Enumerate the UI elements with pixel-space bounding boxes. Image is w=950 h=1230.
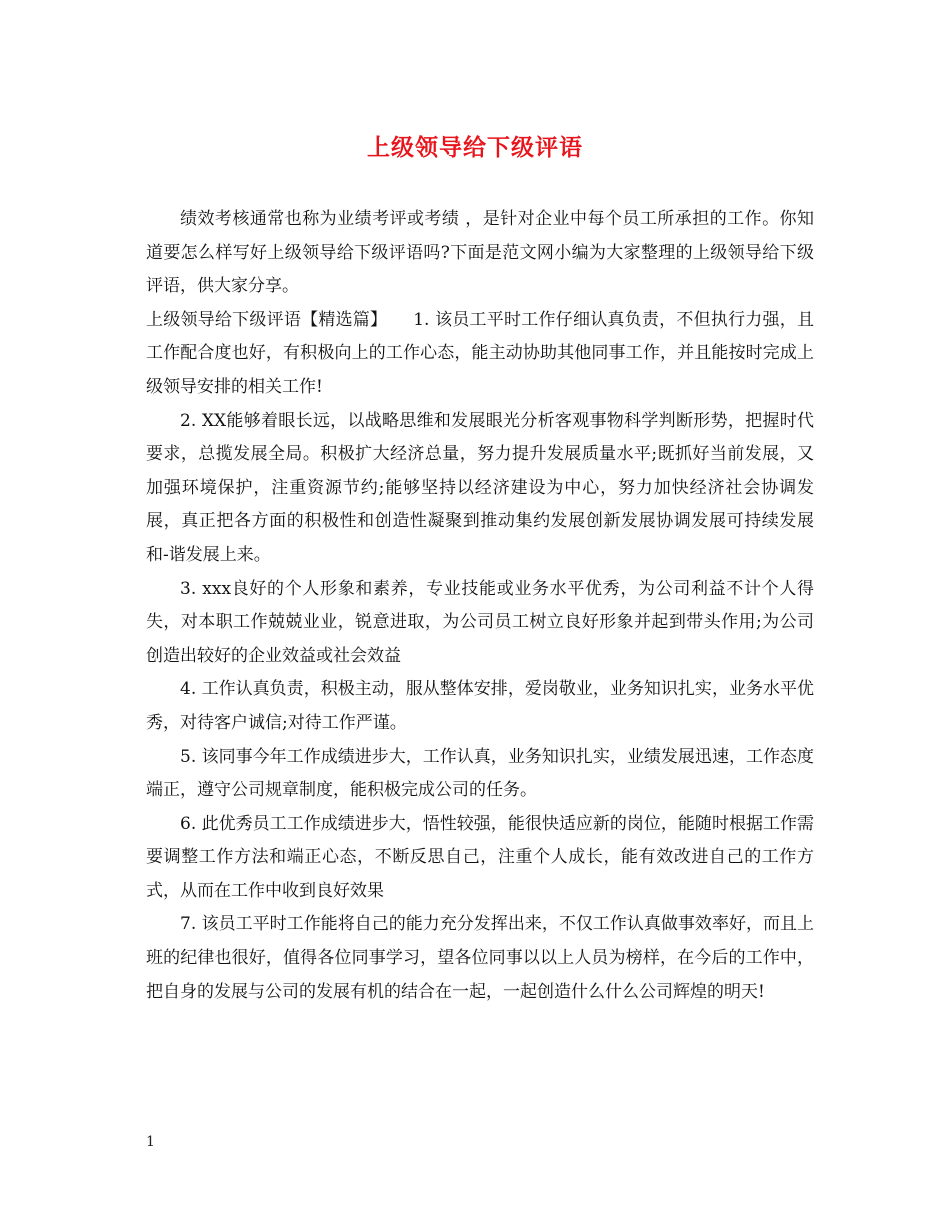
- document-body: [146, 203, 814, 1009]
- page-number: 1: [146, 1134, 155, 1150]
- document-title: 上级领导给下级评语: [367, 134, 583, 161]
- comment-paragraph-4: 4. 工作认真负责，积极主动，服从整体安排，爱岗敬业，业务知识扎实，业务水平优秀，对待客户诚信;对待工作严谨。: [146, 679, 814, 733]
- comment-paragraph-6: 6. 此优秀员工工作成绩进步大，悟性较强，能很快适应新的岗位，能随时根据工作需要调整工作方法和端正心态，不断反思自己，注重个人成长，能有效改进自己的工作方式，从而在工作中收到良好效果: [146, 813, 814, 901]
- comment-paragraph-3: 3. xxx良好的个人形象和素养，专业技能或业务水平优秀，为公司利益不计个人得失，对本职工作兢兢业业，锐意进取，为公司员工树立良好形象并起到带头作用;为公司创造出较好的企业效益或社会效益: [146, 578, 814, 666]
- comment-paragraph-2: 2. XX能够着眼长远，以战略思维和发展眼光分析客观事物科学判断形势，把握时代要求，总揽发展全局。积极扩大经济总量，努力提升发展质量水平;既抓好当前发展，又加强环境保护，注重资源节约;能够坚持以经济建设为中心，努力加快经济社会协调发展，真正把各方面的积极性和创造性凝聚到推动集约发展创新发展协调发展可持续发展和-谐发展上来。: [146, 410, 814, 565]
- intro-paragraph: 绩效考核通常也称为业绩考评或考绩 ，是针对企业中每个员工所承担的工作。你知道要怎么样写好上级领导给下级评语吗?下面是范文网小编为大家整理的上级领导给下级评语，供大家分享。: [146, 209, 814, 297]
- comment-paragraph-5: 5. 该同事今年工作成绩进步大，工作认真，业务知识扎实，业绩发展迅速，工作态度端正，遵守公司规章制度，能积极完成公司的任务。: [146, 746, 814, 801]
- comment-paragraph-7: 7. 该员工平时工作能将自己的能力充分发挥出来，不仅工作认真做事效率好，而且上班的纪律也很好，值得各位同事学习，望各位同事以以上人员为榜样，在今后的工作中，把自身的发展与公司的发展有机的结合在一起，一起创造什么什么公司辉煌的明天!: [146, 914, 814, 1002]
- section-paragraph-1: 上级领导给下级评语【精选篇】 1. 该员工平时工作仔细认真负责，不但执行力强，且工作配合度也好，有积极向上的工作心态，能主动协助其他同事工作，并且能按时完成上级领导安排的相关工作!: [146, 309, 814, 397]
